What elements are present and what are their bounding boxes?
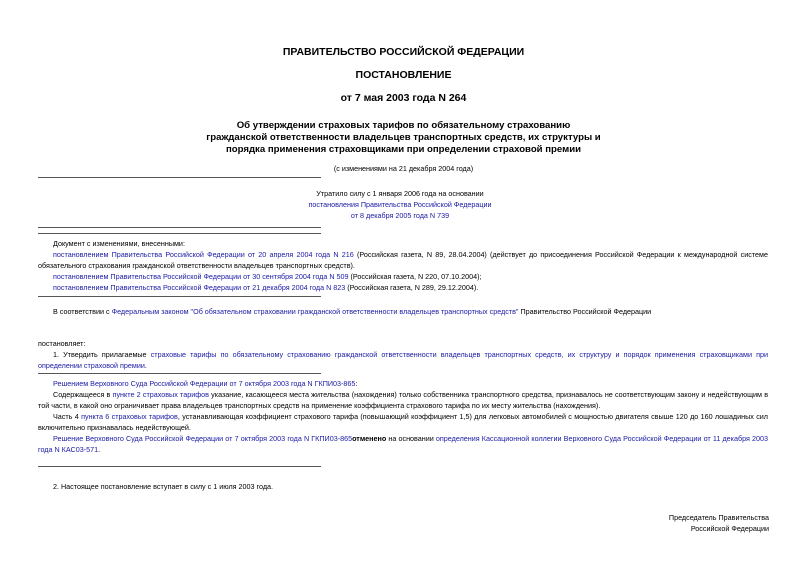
signature-block <box>669 512 769 534</box>
title-line-3: порядка применения страховщиками при определении страховой премии <box>225 144 581 155</box>
court-decision-link-2[interactable]: Решение Верховного Суда Российской Федерации от 7 октября 2003 года N ГКПИ03-865 <box>53 434 353 443</box>
change-item-1 <box>38 249 768 271</box>
cancelled-label: отменено <box>352 434 387 443</box>
preamble-paragraph <box>38 306 768 317</box>
court-block <box>38 378 768 455</box>
point-1-before: 1. Утвердить прилагаемые <box>53 350 151 359</box>
divider <box>38 227 321 228</box>
cassation-link[interactable]: определения Кассационной коллегии Верховного Суда Российской Федерации от 11 декабря 2003 года N КАС03-571 <box>38 434 769 454</box>
court-p1-before: Содержащееся в <box>53 390 113 399</box>
federal-law-link[interactable]: Федеральным законом "Об обязательном страховании гражданской ответственности владельцев транспортных средств" <box>111 307 519 316</box>
divider <box>38 466 321 467</box>
point-1-after: . <box>144 361 147 370</box>
expired-note <box>300 188 500 221</box>
change-item-3-text: (Российская газета, N 289, 29.12.2004). <box>345 283 479 292</box>
expired-link-1[interactable]: постановления Правительства Российской Федерации <box>308 200 492 209</box>
point-2-paragraph: 2. Настоящее постановление вступает в силу с 1 июля 2003 года. <box>53 482 274 491</box>
court-decision-heading <box>38 378 768 389</box>
divider <box>38 177 321 178</box>
divider <box>38 233 321 234</box>
court-p1-after: указание, касающееся места жительства (нахождения) только собственника транспортного средства, признавалось не соответствующим закону и недействующим в той части, в какой оно ограничивает права владельцев транспортных средств на применение коэффициента страхового тарифа по их месту жительства (нахождения). <box>38 390 769 410</box>
government-heading: ПРАВИТЕЛЬСТВО РОССИЙСКОЙ ФЕДЕРАЦИИ <box>282 46 525 58</box>
court-paragraph-1 <box>38 389 768 411</box>
expired-link-2[interactable]: от 8 декабря 2005 года N 739 <box>350 211 450 220</box>
divider <box>38 373 321 374</box>
change-item-2-text: (Российская газета, N 220, 07.10.2004); <box>348 272 482 281</box>
decree-word: постановляет: <box>38 339 86 348</box>
court-decision-tail: : <box>355 379 358 388</box>
amendment-note: (с изменениями на 21 декабря 2004 года) <box>333 164 474 173</box>
tariffs-point-2-link[interactable]: пункте 2 страховых тарифов <box>112 390 209 399</box>
change-item-1-text: (Российская газета, N 89, 28.04.2004) (действует до присоединения Российской Федерации к международной системе обязательного страхования гражданской ответственности владельцев транспортных средств). <box>38 250 768 270</box>
changes-intro: Документ с изменениями, внесенными: <box>53 239 185 248</box>
court-p2-after: , устанавливающая коэффициент страхового тарифа (повышающий коэффициент 1,5) для легковых автомобилей с мощностью двигателя свыше 120 до 160 лошадиных сил включительно признавалась недействующей. <box>38 412 769 432</box>
doc-type-heading: ПОСТАНОВЛЕНИЕ <box>355 69 452 81</box>
date-number-heading: от 7 мая 2003 года N 264 <box>340 92 467 104</box>
court-p3-mid: на основании <box>386 434 436 443</box>
change-item-1-link[interactable]: постановлением Правительства Российской Федерации от 20 апреля 2004 года N 216 <box>53 250 354 259</box>
court-decision-link[interactable]: Решением Верховного Суда Российской Федерации от 7 октября 2003 года N ГКПИ03-865 <box>53 379 356 388</box>
change-item-3-link[interactable]: постановлением Правительства Российской Федерации от 21 декабря 2004 года N 823 <box>53 283 346 292</box>
preamble-before: В соответствии с <box>53 307 112 316</box>
point-1-paragraph <box>38 349 768 371</box>
court-paragraph-2 <box>38 411 768 433</box>
court-p3-end: . <box>98 445 101 454</box>
change-item-3 <box>38 282 768 293</box>
changes-block <box>38 238 768 293</box>
divider <box>38 296 321 297</box>
change-item-2-link[interactable]: постановлением Правительства Российской Федерации от 30 сентября 2004 года N 509 <box>53 272 349 281</box>
change-item-2 <box>38 271 768 282</box>
title-line-1: Об утверждении страховых тарифов по обязательному страхованию <box>236 120 571 131</box>
title-line-2: гражданской ответственности владельцев транспортных средств, их структуры и <box>206 132 601 143</box>
court-paragraph-3 <box>38 433 768 455</box>
tariffs-point-6-link[interactable]: пункта 6 страховых тарифов <box>81 412 178 421</box>
signature-line-1: Председатель Правительства <box>668 513 769 522</box>
signature-line-2: Российской Федерации <box>690 524 769 533</box>
tariffs-link[interactable]: страховые тарифы по обязательному страхованию гражданской ответственности владельцев транспортных средств, их структуру и порядок применения страховщиками при определении страховой премии <box>38 350 768 370</box>
preamble-after: Правительство Российской Федерации <box>518 307 652 316</box>
court-p2-before: Часть 4 <box>53 412 82 421</box>
expired-text: Утратило силу с 1 января 2006 года на основании <box>316 189 484 198</box>
